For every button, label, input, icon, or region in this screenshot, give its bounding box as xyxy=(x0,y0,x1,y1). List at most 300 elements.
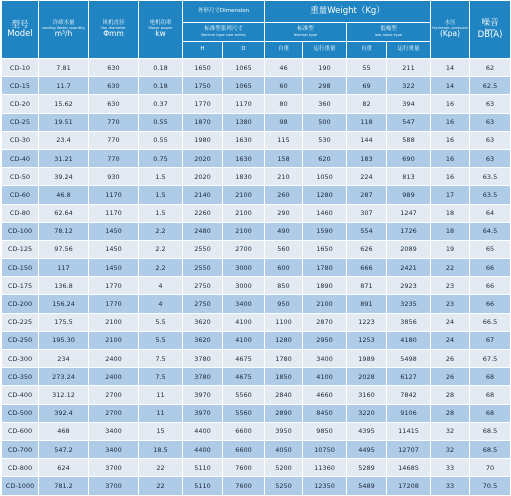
cell-normal-run-weight: 1650 xyxy=(303,240,347,258)
cell-normal-run-weight: 500 xyxy=(303,113,347,131)
cell-model: CD-125 xyxy=(2,240,39,258)
cell-fan-diameter: 930 xyxy=(89,168,139,186)
cell-pressure: 22 xyxy=(431,259,470,277)
cell-diameter: 7600 xyxy=(223,477,265,495)
cell-normal-dry-weight: 5250 xyxy=(265,477,303,495)
cell-model: CD-50 xyxy=(2,168,39,186)
cell-lownoise-dry-weight: 891 xyxy=(347,295,387,313)
cell-motor-power: 1.5 xyxy=(139,204,183,222)
table-row xyxy=(2,168,511,186)
cell-normal-dry-weight: 46 xyxy=(265,59,303,77)
cell-height: 2140 xyxy=(183,186,223,204)
cell-motor-power: 5.5 xyxy=(139,313,183,331)
cell-motor-power: 0.18 xyxy=(139,77,183,95)
normal-dry-weight-header: 自重 xyxy=(265,42,303,59)
cell-normal-dry-weight: 60 xyxy=(265,77,303,95)
cell-cooling-flow: 234 xyxy=(39,350,89,368)
cell-fan-diameter: 770 xyxy=(89,149,139,167)
cell-normal-dry-weight: 4050 xyxy=(265,440,303,458)
cell-lownoise-dry-weight: 69 xyxy=(347,77,387,95)
cell-lownoise-run-weight: 9106 xyxy=(387,404,431,422)
cell-lownoise-dry-weight: 666 xyxy=(347,259,387,277)
cell-cooling-flow: 624 xyxy=(39,459,89,477)
table-row xyxy=(2,350,511,368)
cell-fan-diameter: 1450 xyxy=(89,222,139,240)
cell-normal-dry-weight: 2890 xyxy=(265,404,303,422)
cell-lownoise-run-weight: 813 xyxy=(387,168,431,186)
cell-motor-power: 2.2 xyxy=(139,259,183,277)
cell-normal-dry-weight: 1780 xyxy=(265,350,303,368)
cell-fan-diameter: 3400 xyxy=(89,422,139,440)
cell-motor-power: 4 xyxy=(139,295,183,313)
table-row xyxy=(2,204,511,222)
cell-height: 1770 xyxy=(183,95,223,113)
cell-normal-run-weight: 1050 xyxy=(303,168,347,186)
cell-height: 2020 xyxy=(183,168,223,186)
table-row xyxy=(2,222,511,240)
cell-height: 2260 xyxy=(183,204,223,222)
cell-lownoise-dry-weight: 287 xyxy=(347,186,387,204)
cell-diameter: 3400 xyxy=(223,295,265,313)
cell-lownoise-run-weight: 2421 xyxy=(387,259,431,277)
cell-normal-dry-weight: 3950 xyxy=(265,422,303,440)
cell-cooling-flow: 117 xyxy=(39,259,89,277)
table-row xyxy=(2,131,511,149)
cell-cooling-flow: 547.2 xyxy=(39,440,89,458)
cell-cooling-flow: 156.24 xyxy=(39,295,89,313)
cell-motor-power: 18.5 xyxy=(139,440,183,458)
cell-normal-run-weight: 3400 xyxy=(303,350,347,368)
cell-normal-run-weight: 4100 xyxy=(303,368,347,386)
cell-fan-diameter: 2100 xyxy=(89,331,139,349)
cell-noise: 63.5 xyxy=(470,186,511,204)
cell-lownoise-dry-weight: 307 xyxy=(347,204,387,222)
cell-lownoise-run-weight: 3856 xyxy=(387,313,431,331)
cell-normal-run-weight: 8450 xyxy=(303,404,347,422)
cell-noise: 65 xyxy=(470,240,511,258)
cell-lownoise-dry-weight: 3220 xyxy=(347,404,387,422)
cell-pressure: 23 xyxy=(431,295,470,313)
cell-fan-diameter: 630 xyxy=(89,77,139,95)
cell-motor-power: 0.37 xyxy=(139,95,183,113)
cell-diameter: 2100 xyxy=(223,222,265,240)
cell-diameter: 4675 xyxy=(223,368,265,386)
cell-motor-power: 0.55 xyxy=(139,113,183,131)
table-row xyxy=(2,295,511,313)
cell-cooling-flow: 39.24 xyxy=(39,168,89,186)
cell-normal-dry-weight: 290 xyxy=(265,204,303,222)
cell-model: CD-400 xyxy=(2,386,39,404)
col-cooling-header: 冷却水量 cooling Water quantity m³/h xyxy=(39,1,89,59)
cell-motor-power: 7.5 xyxy=(139,350,183,368)
cell-normal-run-weight: 1590 xyxy=(303,222,347,240)
cell-lownoise-dry-weight: 224 xyxy=(347,168,387,186)
cell-diameter: 1065 xyxy=(223,77,265,95)
cell-lownoise-dry-weight: 3160 xyxy=(347,386,387,404)
cell-normal-dry-weight: 490 xyxy=(265,222,303,240)
cell-normal-dry-weight: 560 xyxy=(265,240,303,258)
cell-model: CD-20 xyxy=(2,95,39,113)
cell-pressure: 26 xyxy=(431,368,470,386)
cell-diameter: 3000 xyxy=(223,259,265,277)
cell-lownoise-run-weight: 2923 xyxy=(387,277,431,295)
header-row-1 xyxy=(2,1,511,23)
cell-cooling-flow: 97.56 xyxy=(39,240,89,258)
cell-lownoise-run-weight: 989 xyxy=(387,186,431,204)
cell-normal-run-weight: 360 xyxy=(303,95,347,113)
cell-normal-dry-weight: 5200 xyxy=(265,459,303,477)
spec-table-body xyxy=(2,59,511,496)
cell-height: 2750 xyxy=(183,277,223,295)
cell-noise: 62 xyxy=(470,59,511,77)
cell-normal-dry-weight: 1280 xyxy=(265,331,303,349)
cell-lownoise-dry-weight: 1253 xyxy=(347,331,387,349)
cell-model: CD-25 xyxy=(2,113,39,131)
cell-normal-run-weight: 298 xyxy=(303,77,347,95)
cell-noise: 63 xyxy=(470,131,511,149)
cell-motor-power: 1.5 xyxy=(139,186,183,204)
cell-normal-run-weight: 620 xyxy=(303,149,347,167)
cell-diameter: 6600 xyxy=(223,440,265,458)
cell-lownoise-run-weight: 17208 xyxy=(387,477,431,495)
cell-motor-power: 2.2 xyxy=(139,222,183,240)
cell-height: 2750 xyxy=(183,295,223,313)
cell-fan-diameter: 1770 xyxy=(89,295,139,313)
cell-normal-run-weight: 190 xyxy=(303,59,347,77)
cell-lownoise-dry-weight: 4395 xyxy=(347,422,387,440)
cell-noise: 66 xyxy=(470,277,511,295)
cell-noise: 62.5 xyxy=(470,77,511,95)
cell-model: CD-700 xyxy=(2,440,39,458)
cell-diameter: 7600 xyxy=(223,459,265,477)
cell-normal-dry-weight: 260 xyxy=(265,186,303,204)
col-dimension-header: 外形尺寸Dimension xyxy=(183,1,265,23)
cell-fan-diameter: 1770 xyxy=(89,277,139,295)
cell-model: CD-250 xyxy=(2,331,39,349)
table-row xyxy=(2,459,511,477)
cell-normal-dry-weight: 210 xyxy=(265,168,303,186)
cell-cooling-flow: 195.30 xyxy=(39,331,89,349)
cell-noise: 66.5 xyxy=(470,313,511,331)
cell-fan-diameter: 1450 xyxy=(89,259,139,277)
cell-diameter: 5560 xyxy=(223,386,265,404)
cell-lownoise-run-weight: 588 xyxy=(387,131,431,149)
cell-normal-run-weight: 2950 xyxy=(303,331,347,349)
cell-lownoise-run-weight: 3235 xyxy=(387,295,431,313)
cell-noise: 63 xyxy=(470,113,511,131)
cell-noise: 66 xyxy=(470,259,511,277)
cell-diameter: 1065 xyxy=(223,59,265,77)
cell-diameter: 2100 xyxy=(223,186,265,204)
cell-diameter: 4675 xyxy=(223,350,265,368)
cell-pressure: 33 xyxy=(431,459,470,477)
table-row xyxy=(2,277,511,295)
cell-normal-run-weight: 10750 xyxy=(303,440,347,458)
cell-model: CD-60 xyxy=(2,186,39,204)
cell-normal-run-weight: 4660 xyxy=(303,386,347,404)
cell-motor-power: 0.18 xyxy=(139,59,183,77)
table-row xyxy=(2,186,511,204)
cell-normal-dry-weight: 1850 xyxy=(265,368,303,386)
cell-fan-diameter: 1170 xyxy=(89,204,139,222)
cell-lownoise-dry-weight: 2028 xyxy=(347,368,387,386)
cell-model: CD-80 xyxy=(2,204,39,222)
cell-motor-power: 5.5 xyxy=(139,331,183,349)
cell-motor-power: 2.2 xyxy=(139,240,183,258)
cell-lownoise-run-weight: 690 xyxy=(387,149,431,167)
cell-height: 3620 xyxy=(183,331,223,349)
cell-lownoise-dry-weight: 144 xyxy=(347,131,387,149)
cell-fan-diameter: 1170 xyxy=(89,186,139,204)
cell-motor-power: 4 xyxy=(139,277,183,295)
cell-height: 1650 xyxy=(183,59,223,77)
cell-pressure: 32 xyxy=(431,440,470,458)
cell-height: 2550 xyxy=(183,259,223,277)
cell-lownoise-run-weight: 1726 xyxy=(387,222,431,240)
cell-diameter: 2100 xyxy=(223,204,265,222)
cell-cooling-flow: 312.12 xyxy=(39,386,89,404)
cell-height: 2020 xyxy=(183,149,223,167)
cell-diameter: 1170 xyxy=(223,95,265,113)
cell-fan-diameter: 2400 xyxy=(89,368,139,386)
cell-height: 3780 xyxy=(183,350,223,368)
cell-height: 3780 xyxy=(183,368,223,386)
cell-diameter: 1630 xyxy=(223,149,265,167)
cell-lownoise-dry-weight: 4495 xyxy=(347,440,387,458)
cell-pressure: 24 xyxy=(431,331,470,349)
dimension-subheader: 标准型系列尺寸 Normal type size series xyxy=(183,23,265,42)
cell-cooling-flow: 781.2 xyxy=(39,477,89,495)
cell-model: CD-1000 xyxy=(2,477,39,495)
cell-lownoise-run-weight: 6127 xyxy=(387,368,431,386)
table-row xyxy=(2,59,511,77)
cell-lownoise-run-weight: 1247 xyxy=(387,204,431,222)
cell-model: CD-175 xyxy=(2,277,39,295)
cell-noise: 63 xyxy=(470,95,511,113)
cell-height: 2480 xyxy=(183,222,223,240)
cell-cooling-flow: 23.4 xyxy=(39,131,89,149)
col-noise-header: 噪音 Noise DB(A) xyxy=(470,1,511,59)
cell-cooling-flow: 19.51 xyxy=(39,113,89,131)
cell-fan-diameter: 2700 xyxy=(89,386,139,404)
cell-model: CD-150 xyxy=(2,259,39,277)
cell-lownoise-dry-weight: 871 xyxy=(347,277,387,295)
table-row xyxy=(2,440,511,458)
cell-cooling-flow: 15.62 xyxy=(39,95,89,113)
cell-cooling-flow: 31.21 xyxy=(39,149,89,167)
cell-pressure: 14 xyxy=(431,77,470,95)
cell-normal-run-weight: 11360 xyxy=(303,459,347,477)
cell-lownoise-dry-weight: 5489 xyxy=(347,477,387,495)
cell-normal-run-weight: 1460 xyxy=(303,204,347,222)
cell-model: CD-600 xyxy=(2,422,39,440)
cell-motor-power: 1.5 xyxy=(139,168,183,186)
table-row xyxy=(2,404,511,422)
table-row xyxy=(2,240,511,258)
cell-noise: 68 xyxy=(470,404,511,422)
table-row xyxy=(2,313,511,331)
lownoise-run-weight-header: 运行重量 xyxy=(387,42,431,59)
cell-height: 3970 xyxy=(183,404,223,422)
cell-pressure: 18 xyxy=(431,222,470,240)
cell-pressure: 33 xyxy=(431,477,470,495)
cell-cooling-flow: 136.8 xyxy=(39,277,89,295)
cell-lownoise-run-weight: 5498 xyxy=(387,350,431,368)
cell-motor-power: 11 xyxy=(139,404,183,422)
cell-lownoise-dry-weight: 82 xyxy=(347,95,387,113)
col-motor-header: 电机功率 Motor power kw xyxy=(139,1,183,59)
cell-noise: 70.5 xyxy=(470,477,511,495)
cell-normal-dry-weight: 2840 xyxy=(265,386,303,404)
cell-normal-run-weight: 1890 xyxy=(303,277,347,295)
cell-cooling-flow: 273.24 xyxy=(39,368,89,386)
table-row xyxy=(2,331,511,349)
cell-cooling-flow: 11.7 xyxy=(39,77,89,95)
cell-pressure: 16 xyxy=(431,168,470,186)
col-model-header: 型号 Model xyxy=(2,1,39,59)
dim-d-header: D xyxy=(223,42,265,59)
lownoise-dry-weight-header: 自重 xyxy=(347,42,387,59)
normal-run-weight-header: 运行重量 xyxy=(303,42,347,59)
cell-fan-diameter: 1450 xyxy=(89,240,139,258)
cell-lownoise-run-weight: 12707 xyxy=(387,440,431,458)
cell-motor-power: 11 xyxy=(139,386,183,404)
cell-cooling-flow: 175.5 xyxy=(39,313,89,331)
cell-pressure: 28 xyxy=(431,404,470,422)
cell-lownoise-dry-weight: 1989 xyxy=(347,350,387,368)
cell-normal-run-weight: 9850 xyxy=(303,422,347,440)
cell-diameter: 1630 xyxy=(223,131,265,149)
cell-fan-diameter: 2400 xyxy=(89,350,139,368)
cell-lownoise-dry-weight: 55 xyxy=(347,59,387,77)
cell-pressure: 16 xyxy=(431,149,470,167)
cell-diameter: 5560 xyxy=(223,404,265,422)
cell-fan-diameter: 770 xyxy=(89,113,139,131)
cell-model: CD-225 xyxy=(2,313,39,331)
table-row xyxy=(2,95,511,113)
cell-lownoise-dry-weight: 183 xyxy=(347,149,387,167)
cell-normal-dry-weight: 158 xyxy=(265,149,303,167)
cell-pressure: 24 xyxy=(431,313,470,331)
cell-model: CD-30 xyxy=(2,131,39,149)
cell-height: 4400 xyxy=(183,440,223,458)
cell-height: 1870 xyxy=(183,113,223,131)
cell-lownoise-run-weight: 547 xyxy=(387,113,431,131)
cell-noise: 64.5 xyxy=(470,222,511,240)
cell-lownoise-run-weight: 4180 xyxy=(387,331,431,349)
cell-height: 4400 xyxy=(183,422,223,440)
cell-normal-run-weight: 12350 xyxy=(303,477,347,495)
cell-fan-diameter: 2100 xyxy=(89,313,139,331)
cell-pressure: 18 xyxy=(431,204,470,222)
cell-height: 2550 xyxy=(183,240,223,258)
cell-cooling-flow: 46.8 xyxy=(39,186,89,204)
cell-model: CD-350 xyxy=(2,368,39,386)
cell-height: 5110 xyxy=(183,459,223,477)
spec-table-container xyxy=(1,0,510,496)
cell-pressure: 32 xyxy=(431,422,470,440)
cell-motor-power: 15 xyxy=(139,422,183,440)
cell-model: CD-40 xyxy=(2,149,39,167)
cell-fan-diameter: 3400 xyxy=(89,440,139,458)
cell-normal-dry-weight: 850 xyxy=(265,277,303,295)
cell-noise: 68 xyxy=(470,368,511,386)
cell-height: 1980 xyxy=(183,131,223,149)
cell-normal-run-weight: 1780 xyxy=(303,259,347,277)
dim-h-header: H xyxy=(183,42,223,59)
table-row xyxy=(2,113,511,131)
cell-diameter: 4100 xyxy=(223,331,265,349)
cell-lownoise-run-weight: 14685 xyxy=(387,459,431,477)
cell-diameter: 2700 xyxy=(223,240,265,258)
cell-fan-diameter: 2700 xyxy=(89,404,139,422)
spec-table xyxy=(1,0,511,496)
cell-model: CD-800 xyxy=(2,459,39,477)
cell-normal-dry-weight: 80 xyxy=(265,95,303,113)
cell-normal-run-weight: 530 xyxy=(303,131,347,149)
cell-noise: 63 xyxy=(470,149,511,167)
col-weight-header: 重量Weight（Kg） xyxy=(265,1,431,23)
cell-noise: 70 xyxy=(470,459,511,477)
cell-normal-dry-weight: 600 xyxy=(265,259,303,277)
cell-fan-diameter: 770 xyxy=(89,131,139,149)
cell-lownoise-dry-weight: 1223 xyxy=(347,313,387,331)
cell-lownoise-run-weight: 2089 xyxy=(387,240,431,258)
cell-noise: 63.5 xyxy=(470,168,511,186)
cell-height: 1750 xyxy=(183,77,223,95)
cell-diameter: 1830 xyxy=(223,168,265,186)
cell-diameter: 1380 xyxy=(223,113,265,131)
table-row xyxy=(2,422,511,440)
cell-height: 3620 xyxy=(183,313,223,331)
cell-lownoise-run-weight: 394 xyxy=(387,95,431,113)
cell-motor-power: 0.75 xyxy=(139,149,183,167)
cell-lownoise-run-weight: 211 xyxy=(387,59,431,77)
cell-pressure: 17 xyxy=(431,186,470,204)
cell-pressure: 16 xyxy=(431,95,470,113)
cell-normal-dry-weight: 115 xyxy=(265,131,303,149)
cell-lownoise-run-weight: 7842 xyxy=(387,386,431,404)
cell-cooling-flow: 62.64 xyxy=(39,204,89,222)
cell-noise: 67 xyxy=(470,331,511,349)
cell-lownoise-run-weight: 322 xyxy=(387,77,431,95)
cell-lownoise-dry-weight: 554 xyxy=(347,222,387,240)
cell-pressure: 28 xyxy=(431,386,470,404)
cell-motor-power: 22 xyxy=(139,459,183,477)
cell-diameter: 6600 xyxy=(223,422,265,440)
cell-normal-run-weight: 2100 xyxy=(303,295,347,313)
cell-motor-power: 7.5 xyxy=(139,368,183,386)
cell-diameter: 4100 xyxy=(223,313,265,331)
cell-pressure: 16 xyxy=(431,113,470,131)
table-row xyxy=(2,259,511,277)
weight-normal-subheader: 标准型 Normal type xyxy=(265,23,347,42)
table-row xyxy=(2,477,511,495)
cell-normal-run-weight: 2870 xyxy=(303,313,347,331)
cell-pressure: 19 xyxy=(431,240,470,258)
cell-model: CD-500 xyxy=(2,404,39,422)
cell-model: CD-10 xyxy=(2,59,39,77)
cell-fan-diameter: 630 xyxy=(89,59,139,77)
cell-lownoise-dry-weight: 118 xyxy=(347,113,387,131)
cell-motor-power: 0.55 xyxy=(139,131,183,149)
cell-lownoise-dry-weight: 5289 xyxy=(347,459,387,477)
cell-normal-run-weight: 1280 xyxy=(303,186,347,204)
cell-cooling-flow: 78.12 xyxy=(39,222,89,240)
cell-motor-power: 22 xyxy=(139,477,183,495)
col-fan-header: 风机直径 fan diameter Φmm xyxy=(89,1,139,59)
cell-cooling-flow: 468 xyxy=(39,422,89,440)
